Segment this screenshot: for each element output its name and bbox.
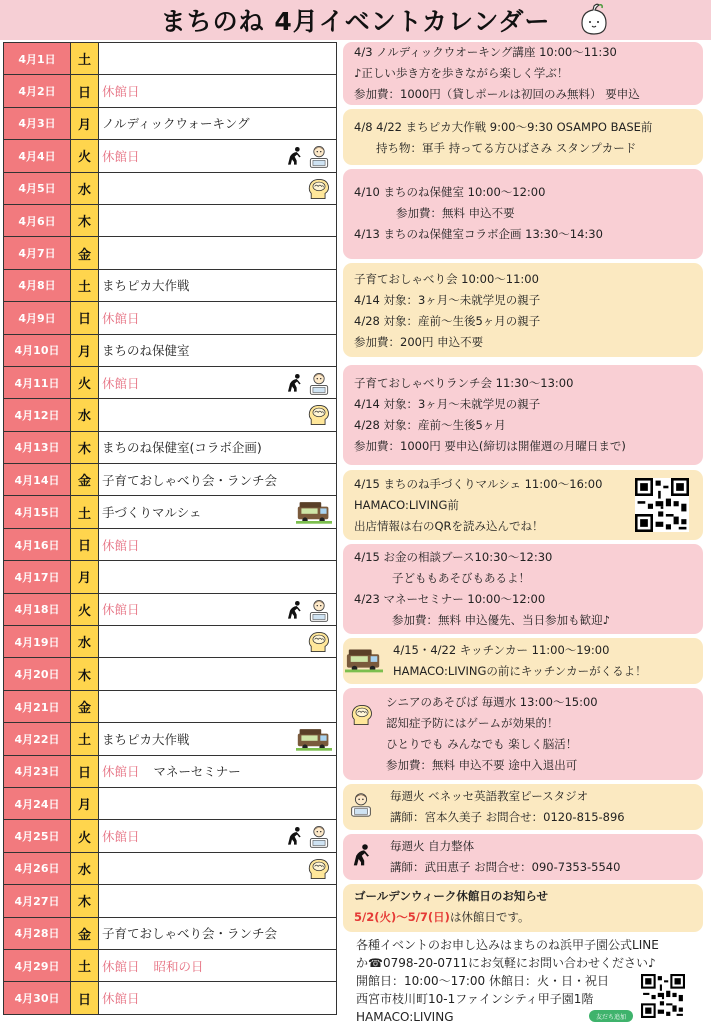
panel-line: 4/15・4/22 キッチンカー 11:00～19:00 xyxy=(393,643,610,657)
weekday-cell: 土 xyxy=(71,496,99,527)
panel-line: 参加費：無料 申込不要 途中入退出可 xyxy=(386,758,578,772)
event-cell xyxy=(99,108,337,139)
weekday-cell: 木 xyxy=(71,205,99,236)
date-cell: 4月2日 xyxy=(4,75,71,106)
kitchen-car-icon xyxy=(296,726,332,752)
calendar-row xyxy=(4,399,337,431)
panel-line: 毎週火 ベネッセ英語教室ピースタジオ xyxy=(390,789,589,803)
calendar-row xyxy=(4,464,337,496)
kitchen-car-icon xyxy=(296,499,332,525)
closed-label: 休館日 xyxy=(102,829,140,845)
calendar-row xyxy=(4,950,337,982)
panel-english xyxy=(343,784,703,830)
calendar-row xyxy=(4,173,337,205)
closed-label: 休館日 xyxy=(102,602,140,618)
event-cell xyxy=(99,658,337,689)
event-label: まちピカ大作戦 xyxy=(102,731,190,747)
date-cell: 4月8日 xyxy=(4,270,71,301)
calendar-row xyxy=(4,918,337,950)
event-label: まちのね保健室(コラボ企画) xyxy=(102,440,262,456)
event-cell xyxy=(99,820,337,851)
golden-week-dates: 5/2(火)～5/7(日) xyxy=(354,910,450,924)
date-cell: 4月10日 xyxy=(4,335,71,366)
event-cell xyxy=(99,594,337,625)
event-cell xyxy=(99,75,337,106)
date-cell: 4月16日 xyxy=(4,529,71,560)
panel-line: 4/8 4/22 まちピカ大作戦 9:00～9:30 OSAMPO BASE前 xyxy=(354,120,653,134)
panel-line: シニアのあそびば 毎週水 13:00～15:00 xyxy=(386,695,598,709)
weekday-cell: 火 xyxy=(71,594,99,625)
event-label: まちピカ大作戦 xyxy=(102,278,190,294)
calendar-row xyxy=(4,788,337,820)
panel-senior xyxy=(343,688,703,780)
panel-line: 講師：武田恵子 お問合せ：090-7353-5540 xyxy=(390,860,621,874)
brain-puzzle-icon xyxy=(306,856,332,882)
calendar-row xyxy=(4,367,337,399)
brain-puzzle-icon xyxy=(306,629,332,655)
calendar-row xyxy=(4,982,337,1014)
panel-line: 4/14 対象：3ヶ月～未就学児の親子 xyxy=(354,293,541,307)
event-cell xyxy=(99,302,337,333)
panel-line: 4/14 対象：3ヶ月～未就学児の親子 xyxy=(354,397,541,411)
weekday-cell: 水 xyxy=(71,173,99,204)
date-cell: 4月18日 xyxy=(4,594,71,625)
panel-line: 4/3 ノルディックウオーキング講座 10:00～11:30 xyxy=(354,45,617,59)
event-cell xyxy=(99,399,337,430)
weekday-cell: 土 xyxy=(71,43,99,74)
closed-label: 休館日 xyxy=(102,310,140,326)
english-teacher-icon xyxy=(306,143,332,169)
event-cell xyxy=(99,853,337,884)
weekday-cell: 土 xyxy=(71,270,99,301)
weekday-cell: 金 xyxy=(71,464,99,495)
date-cell: 4月21日 xyxy=(4,691,71,722)
calendar-row xyxy=(4,820,337,852)
event-cell xyxy=(99,205,337,236)
calendar-row xyxy=(4,237,337,269)
weekday-cell: 日 xyxy=(71,756,99,787)
date-cell: 4月19日 xyxy=(4,626,71,657)
title-bar xyxy=(0,0,711,40)
closed-label: 休館日 xyxy=(102,84,140,100)
panel-kitchen-car xyxy=(343,638,703,684)
date-cell: 4月27日 xyxy=(4,885,71,916)
date-cell: 4月7日 xyxy=(4,237,71,268)
calendar-row xyxy=(4,205,337,237)
weekday-cell: 日 xyxy=(71,982,99,1013)
panel-line: 4/13 まちのね保健室コラボ企画 13:30～14:30 xyxy=(354,227,603,241)
date-cell: 4月25日 xyxy=(4,820,71,851)
date-cell: 4月20日 xyxy=(4,658,71,689)
calendar-row xyxy=(4,658,337,690)
event-extra-label: マネーセミナー xyxy=(153,764,241,780)
weekday-cell: 金 xyxy=(71,691,99,722)
panel-oshaberi xyxy=(343,263,703,357)
date-cell: 4月5日 xyxy=(4,173,71,204)
calendar-row xyxy=(4,140,337,172)
panel-line: 毎週火 自力整体 xyxy=(390,839,475,853)
panel-line: HAMACO:LIVINGの前にキッチンカーがくるよ！ xyxy=(393,664,647,678)
date-cell: 4月9日 xyxy=(4,302,71,333)
date-cell: 4月23日 xyxy=(4,756,71,787)
event-cell xyxy=(99,432,337,463)
panel-line: 4/15 まちのね手づくりマルシェ 11:00～16:00 xyxy=(354,477,603,491)
event-cell xyxy=(99,723,337,754)
event-cell xyxy=(99,237,337,268)
stretch-person-icon xyxy=(284,370,304,396)
event-cell xyxy=(99,950,337,981)
panel-line: 参加費：無料 申込不要 xyxy=(396,206,515,220)
calendar-row xyxy=(4,108,337,140)
weekday-cell: 日 xyxy=(71,529,99,560)
event-cell xyxy=(99,43,337,74)
date-cell: 4月12日 xyxy=(4,399,71,430)
panel-line: 子育ておしゃべりランチ会 11:30～13:00 xyxy=(354,376,574,390)
info-line: 各種イベントのお申し込みはまちのね浜甲子園公式LINE xyxy=(356,938,659,952)
calendar-row xyxy=(4,594,337,626)
info-line: か☎0798-20-0711にお気軽にお問い合わせください♪ xyxy=(356,956,656,970)
english-teacher-icon xyxy=(306,823,332,849)
event-cell xyxy=(99,756,337,787)
panel-lunch xyxy=(343,365,703,465)
event-cell xyxy=(99,691,337,722)
golden-week-title: ゴールデンウィーク休館日のお知らせ xyxy=(354,889,549,903)
event-cell xyxy=(99,335,337,366)
panel-line: 4/15 お金の相談ブース10:30～12:30 xyxy=(354,550,553,564)
panel-line: HAMACO:LIVING前 xyxy=(354,498,459,512)
event-extra-label: 昭和の日 xyxy=(153,958,204,974)
closed-label: 休館日 xyxy=(102,991,140,1007)
date-cell: 4月26日 xyxy=(4,853,71,884)
weekday-cell: 木 xyxy=(71,432,99,463)
weekday-cell: 火 xyxy=(71,367,99,398)
panel-seitai xyxy=(343,834,703,880)
weekday-cell: 火 xyxy=(71,820,99,851)
info-line: 開館日：10:00～17:00 休館日：火・日・祝日 xyxy=(356,974,609,988)
panel-line: 参加費：200円 申込不要 xyxy=(354,335,484,349)
calendar-row xyxy=(4,691,337,723)
calendar-row xyxy=(4,561,337,593)
date-cell: 4月13日 xyxy=(4,432,71,463)
date-cell: 4月15日 xyxy=(4,496,71,527)
date-cell: 4月1日 xyxy=(4,43,71,74)
panel-money xyxy=(343,544,703,634)
panel-line: 講師：宮本久美子 お問合せ：0120-815-896 xyxy=(390,810,625,824)
date-cell: 4月3日 xyxy=(4,108,71,139)
event-label: まちのね保健室 xyxy=(102,343,190,359)
event-cell xyxy=(99,270,337,301)
weekday-cell: 金 xyxy=(71,237,99,268)
event-cell xyxy=(99,140,337,171)
onion-mascot-icon xyxy=(575,3,613,37)
panel-marche xyxy=(343,470,703,540)
panel-line: ♪正しい歩き方を歩きながら楽しく学ぶ！ xyxy=(354,66,569,80)
panel-nordic-walking xyxy=(343,42,703,105)
calendar-row xyxy=(4,496,337,528)
stretch-person-icon xyxy=(284,597,304,623)
date-cell: 4月22日 xyxy=(4,723,71,754)
calendar-row xyxy=(4,723,337,755)
date-cell: 4月30日 xyxy=(4,982,71,1013)
event-cell xyxy=(99,626,337,657)
weekday-cell: 日 xyxy=(71,75,99,106)
brain-puzzle-icon xyxy=(349,702,375,728)
brain-puzzle-icon xyxy=(306,176,332,202)
weekday-cell: 月 xyxy=(71,335,99,366)
calendar-row xyxy=(4,335,337,367)
panel-line: 持ち物：軍手 持ってる方ひばさみ スタンプカード xyxy=(376,141,637,155)
panel-hokenshitsu xyxy=(343,169,703,259)
date-cell: 4月17日 xyxy=(4,561,71,592)
panel-line: 4/28 対象：産前～生後5ヶ月の親子 xyxy=(354,314,541,328)
event-cell xyxy=(99,367,337,398)
english-teacher-icon xyxy=(347,790,375,818)
event-label: 子育ておしゃべり会・ランチ会 xyxy=(102,472,278,488)
info-line: 西宮市枝川町10-1ファインシティ甲子園1階 xyxy=(356,992,594,1006)
event-cell xyxy=(99,496,337,527)
calendar-row xyxy=(4,756,337,788)
weekday-cell: 水 xyxy=(71,626,99,657)
event-cell xyxy=(99,173,337,204)
english-teacher-icon xyxy=(306,597,332,623)
panel-line: 4/28 対象：産前～生後5ヶ月 xyxy=(354,418,506,432)
calendar-row xyxy=(4,626,337,658)
event-cell xyxy=(99,529,337,560)
calendar-table xyxy=(3,42,337,1015)
event-cell xyxy=(99,885,337,916)
panel-line: ひとりでも みんなでも 楽しく脳活！ xyxy=(386,737,578,751)
closed-label: 休館日 xyxy=(102,375,140,391)
line-friend-badge[interactable]: 友だち追加 xyxy=(589,1010,633,1022)
event-label: ノルディックウォーキング xyxy=(102,116,250,132)
panel-line: 参加費：無料 申込優先、当日参加も歓迎♪ xyxy=(392,613,610,627)
weekday-cell: 土 xyxy=(71,950,99,981)
info-line: HAMACO:LIVING xyxy=(356,1010,454,1024)
weekday-cell: 木 xyxy=(71,885,99,916)
event-cell xyxy=(99,561,337,592)
panel-line: 参加費：1000円（貸しポールは初回のみ無料） 要申込 xyxy=(354,87,640,101)
date-cell: 4月29日 xyxy=(4,950,71,981)
panel-machipika xyxy=(343,109,703,165)
date-cell: 4月6日 xyxy=(4,205,71,236)
panel-line: 出店情報は右のQRを読み込んでね！ xyxy=(354,519,544,533)
weekday-cell: 水 xyxy=(71,853,99,884)
line-qr-code-icon[interactable] xyxy=(637,974,689,1018)
weekday-cell: 水 xyxy=(71,399,99,430)
stretch-person-icon xyxy=(284,143,304,169)
date-cell: 4月28日 xyxy=(4,918,71,949)
panel-line: 子育ておしゃべり会 10:00～11:00 xyxy=(354,272,539,286)
calendar-row xyxy=(4,302,337,334)
event-label: 手づくりマルシェ xyxy=(102,505,202,521)
closed-label: 休館日 xyxy=(102,958,140,974)
calendar-row xyxy=(4,75,337,107)
closed-label: 休館日 xyxy=(102,537,140,553)
kitchen-car-icon xyxy=(345,646,383,674)
panel-line: 子どももあそびもあるよ！ xyxy=(392,571,530,585)
event-cell xyxy=(99,464,337,495)
weekday-cell: 月 xyxy=(71,788,99,819)
weekday-cell: 月 xyxy=(71,561,99,592)
calendar-row xyxy=(4,432,337,464)
calendar-row xyxy=(4,853,337,885)
panel-line: 4/10 まちのね保健室 10:00～12:00 xyxy=(354,185,546,199)
closed-label: 休館日 xyxy=(102,764,140,780)
panel-golden-week xyxy=(343,884,703,932)
date-cell: 4月11日 xyxy=(4,367,71,398)
golden-week-suffix: は休館日です。 xyxy=(449,910,530,924)
calendar-row xyxy=(4,885,337,917)
brain-puzzle-icon xyxy=(306,402,332,428)
calendar-row xyxy=(4,529,337,561)
english-teacher-icon xyxy=(306,370,332,396)
calendar-row xyxy=(4,43,337,75)
event-cell xyxy=(99,918,337,949)
weekday-cell: 金 xyxy=(71,918,99,949)
event-cell xyxy=(99,788,337,819)
event-label: 子育ておしゃべり会・ランチ会 xyxy=(102,926,278,942)
weekday-cell: 火 xyxy=(71,140,99,171)
date-cell: 4月4日 xyxy=(4,140,71,171)
date-cell: 4月14日 xyxy=(4,464,71,495)
panel-line: 参加費：1000円 要申込(締切は開催週の月曜日まで) xyxy=(354,439,626,453)
date-cell: 4月24日 xyxy=(4,788,71,819)
panel-line: 4/23 マネーセミナー 10:00～12:00 xyxy=(354,592,546,606)
stretch-person-icon xyxy=(284,823,304,849)
stretch-person-icon xyxy=(349,842,373,868)
qr-code-icon[interactable] xyxy=(635,478,689,532)
panel-line: 認知症予防にはゲームが効果的！ xyxy=(386,716,559,730)
calendar-row xyxy=(4,270,337,302)
weekday-cell: 木 xyxy=(71,658,99,689)
page-title: まちのね 4月イベントカレンダー xyxy=(160,7,551,36)
weekday-cell: 土 xyxy=(71,723,99,754)
weekday-cell: 月 xyxy=(71,108,99,139)
closed-label: 休館日 xyxy=(102,148,140,164)
event-cell xyxy=(99,982,337,1013)
weekday-cell: 日 xyxy=(71,302,99,333)
